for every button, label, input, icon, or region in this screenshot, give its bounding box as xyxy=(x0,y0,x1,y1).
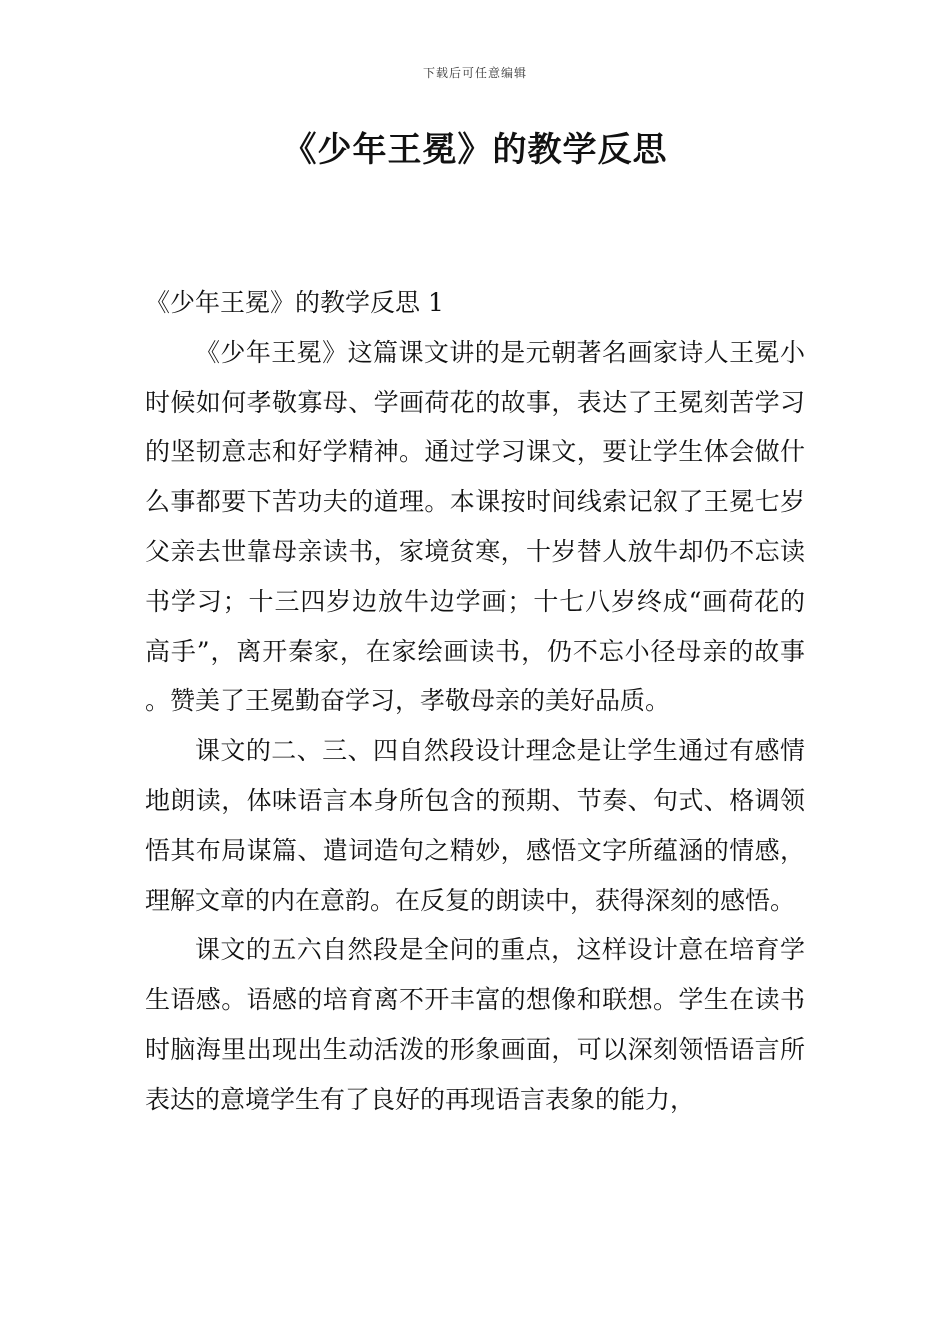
download-note: 下载后可任意编辑 xyxy=(422,66,527,80)
paragraph-1: 《少年王冕》这篇课文讲的是元朝著名画家诗人王冕小时候如何孝敬寡母、学画荷花的故事，表达了王冕刻苦学习的坚韧意志和好学精神。通过学习课文，要让学生体会做什么事都要下苦功夫的道理。本课按时间线索记叙了王冕七岁父亲去世靠母亲读书，家境贫寒，十岁替人放牛却仍不忘读书学习；十三四岁边放牛边学画；十七八岁终成“画荷花的高手”，离开秦家，在家绘画读书，仍不忘小径母亲的故事。赞美了王冕勤奋学习，孝敬母亲的美好品质。 xyxy=(145,337,805,716)
document-body xyxy=(145,278,805,1125)
document-title: 《少年王冕》的教学反思 xyxy=(282,130,668,170)
section-heading: 《少年王冕》的教学反思 1 xyxy=(145,288,444,317)
paragraph-3: 课文的五六自然段是全问的重点，这样设计意在培育学生语感。语感的培育离不开丰富的想像和联想。学生在读书时脑海里出现出生动活泼的形象画面，可以深刻领悟语言所表达的意境学生有了良好的再现语言表象的能力， xyxy=(145,935,805,1114)
paragraph-2: 课文的二、三、四自然段设计理念是让学生通过有感情地朗读，体味语言本身所包含的预期、节奏、句式、格调领悟其布局谋篇、遣词造句之精妙，感悟文字所蕴涵的情感，理解文章的内在意韵。在反复的朗读中，获得深刻的感悟。 xyxy=(145,736,805,915)
